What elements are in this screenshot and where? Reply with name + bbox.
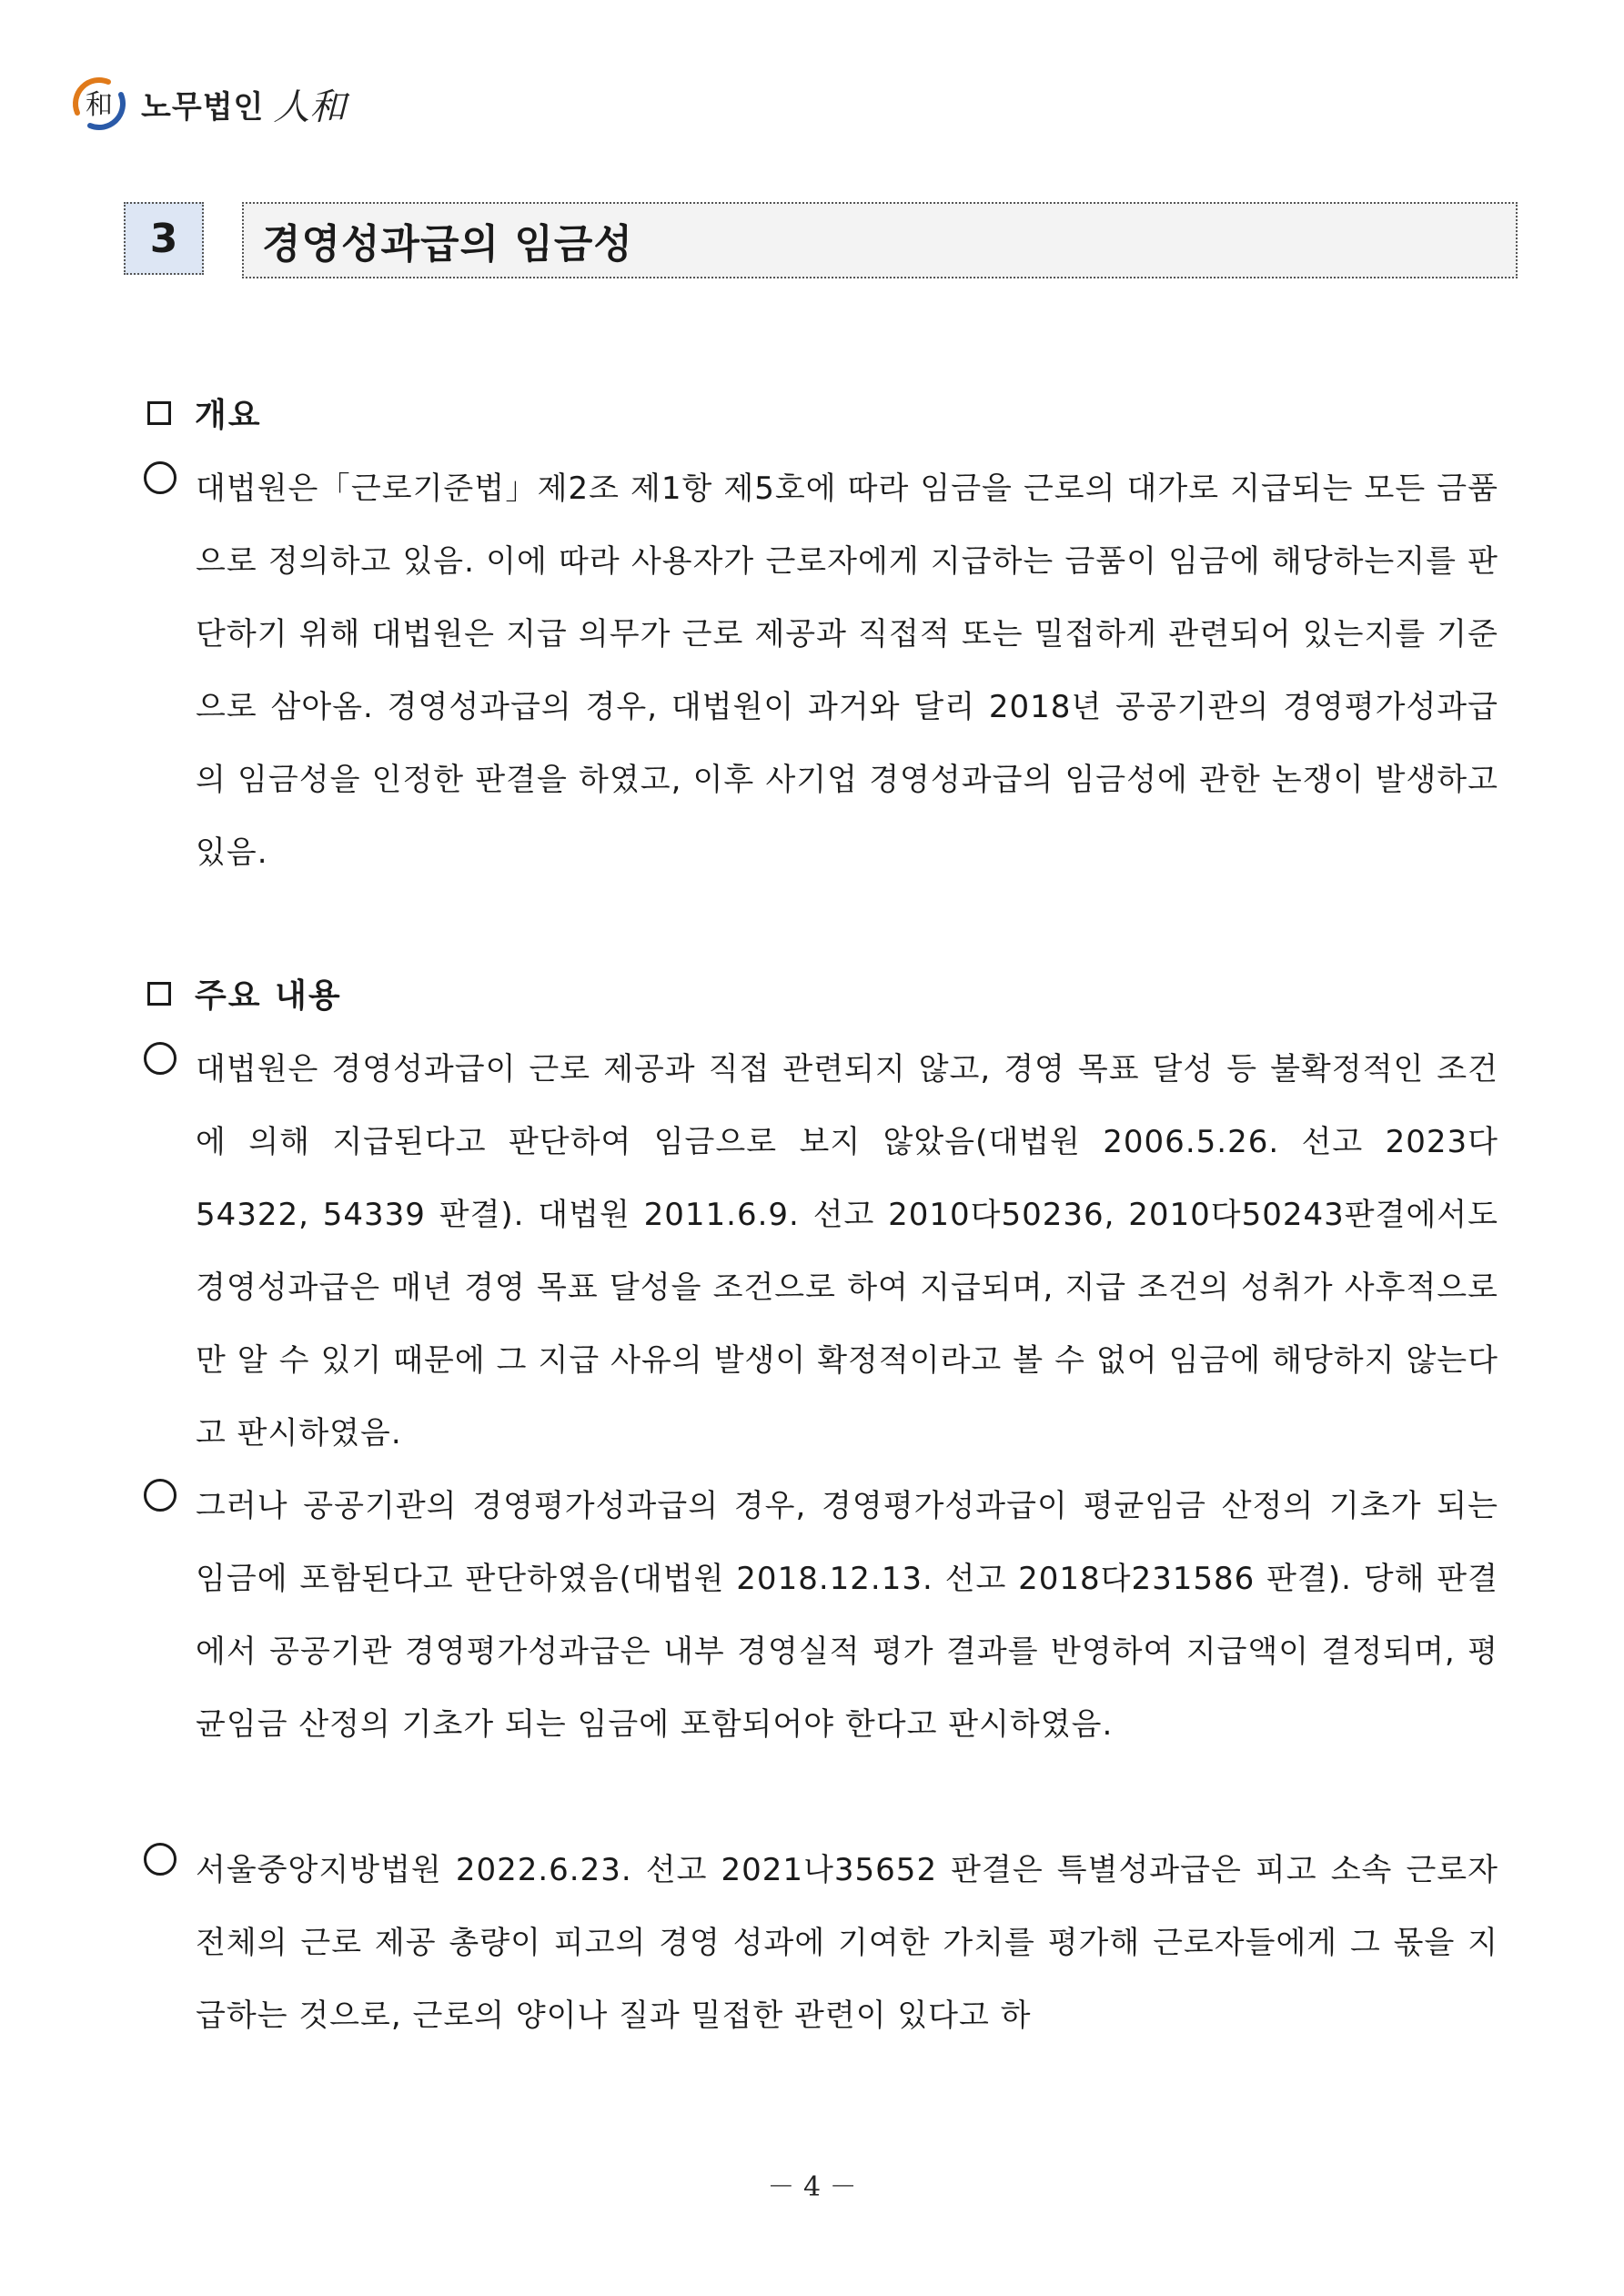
- main-bullet-text: 그러나 공공기관의 경영평가성과급의 경우, 경영평가성과급이 평균임금 산정의 기초가 되는 임금에 포함된다고 판단하였음(대법원 2018.12.13. 선고 2018다231586 판결). 당해 판결에서 공공기관 경영평가성과급은 내부 경영실적 평가 결과를 반영하여 지급액이 결정되며, 평균임금 산정의 기초가 되는 임금에 포함되어야 한다고 판시하였음.: [196, 1488, 1498, 1743]
- main-bullet-text: 대법원은 경영성과급이 근로 제공과 직접 관련되지 않고, 경영 목표 달성 등 불확정적인 조건에 의해 지급된다고 판단하여 임금으로 보지 않았음(대법원 2006.5.26. 선고 2023다54322, 54339 판결). 대법원 2011.6.9. 선고 2010다50236, 2010다50243판결에서도 경영성과급은 매년 경영 목표 달성을 조건으로 하여 지급되며, 지급 조건의 성취가 사후적으로만 알 수 있기 때문에 그 지급 사유의 발생이 확정적이라고 볼 수 없어 임금에 해당하지 않는다고 판시하였음.: [196, 1051, 1498, 1451]
- main-content-heading-text: 주요 내용: [195, 977, 342, 1015]
- page-number: － 4 －: [767, 2171, 857, 2203]
- overview-heading-text: 개요: [195, 397, 262, 434]
- circle-bullet-icon: [144, 461, 177, 494]
- circle-bullet-icon: [144, 1042, 177, 1075]
- org-hanja: 人和: [273, 86, 347, 128]
- main-bullet-1: [144, 1033, 1498, 1451]
- square-bullet-icon: [147, 982, 171, 1006]
- main-bullet-2: [144, 1470, 1498, 1743]
- main-bullet-3: [144, 1834, 1498, 2034]
- logo-char: 和: [86, 89, 113, 121]
- main-bullet-text: 서울중앙지방법원 2022.6.23. 선고 2021나35652 판결은 특별성과급은 피고 소속 근로자 전체의 근로 제공 총량이 피고의 경영 성과에 기여한 가치를 평가해 근로자들에게 그 몫을 지급하는 것으로, 근로의 양이나 질과 밀접한 관련이 있다고 하: [196, 1852, 1498, 2034]
- inhwa-logo-icon: [68, 73, 130, 135]
- square-bullet-icon: [147, 401, 171, 425]
- overview-heading: [147, 389, 262, 436]
- org-name: 노무법인: [141, 88, 265, 126]
- section-title: 경영성과급의 임금성: [242, 202, 1518, 278]
- overview-bullet-text: 대법원은「근로기준법」제2조 제1항 제5호에 따라 임금을 근로의 대가로 지급되는 모든 금품으로 정의하고 있음. 이에 따라 사용자가 근로자에게 지급하는 금품이 임금에 해당하는지를 판단하기 위해 대법원은 지급 의무가 근로 제공과 직접적 또는 밀접하게 관련되어 있는지를 기준으로 삼아옴. 경영성과급의 경우, 대법원이 과거와 달리 2018년 공공기관의 경영평가성과급의 임금성을 인정한 판결을 하였고, 이후 사기업 경영성과급의 임금성에 관한 논쟁이 발생하고 있음.: [196, 470, 1498, 871]
- circle-bullet-icon: [144, 1479, 177, 1512]
- main-content-heading: [147, 970, 342, 1017]
- circle-bullet-icon: [144, 1843, 177, 1876]
- overview-bullet-1: [144, 452, 1498, 871]
- section-number: 3: [124, 202, 204, 275]
- organization-logo: [68, 73, 346, 135]
